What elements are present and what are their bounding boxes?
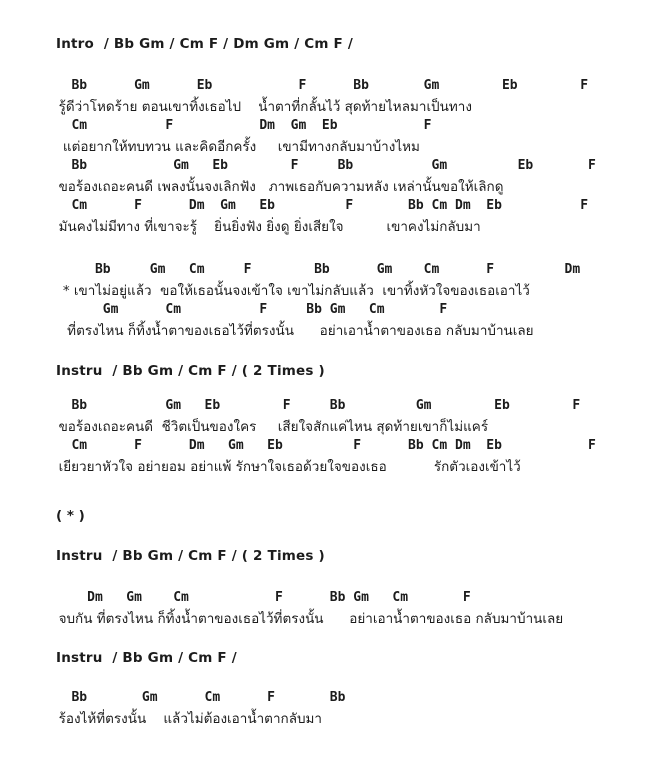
section-chorus bbox=[0, 262, 670, 342]
chord-row: Gm Cm F Bb Gm Cm F bbox=[48, 302, 448, 317]
section-header-instru-1: Instru / Bb Gm / Cm F / ( 2 Times ) bbox=[56, 363, 325, 379]
section-repeat-chorus bbox=[0, 508, 670, 524]
chord-row: Cm F Dm Gm Eb F bbox=[48, 118, 432, 133]
section-header-intro: Intro / Bb Gm / Cm F / Dm Gm / Cm F / bbox=[56, 36, 353, 52]
chord-lyric-line bbox=[0, 158, 670, 198]
lyric-row: มันคงไม่มีทาง ที่เขาจะรู้ ยิ่นยิ่งฟัง ยิ่งดู ยิ่งเสียใจ เขาคงไม่กลับมา bbox=[50, 219, 481, 235]
chord-row: Cm F Dm Gm Eb F Bb Cm Dm Eb F bbox=[48, 198, 589, 213]
section-intro bbox=[0, 36, 670, 52]
section-instru-2 bbox=[0, 548, 670, 564]
chord-lyric-line bbox=[0, 690, 670, 730]
section-verse-1 bbox=[0, 78, 670, 238]
lyric-row: จบกัน ที่ตรงไหน ก็ทิ้งน้ำตาของเธอไว้ที่ตรงนั้น อย่าเอาน้ำตาของเธอ กลับมาบ้านเลย bbox=[50, 611, 564, 627]
section-verse-2 bbox=[0, 398, 670, 478]
section-header-instru-2: Instru / Bb Gm / Cm F / ( 2 Times ) bbox=[56, 548, 325, 564]
repeat-marker-repeat-chorus: ( * ) bbox=[56, 508, 85, 524]
chord-lyric-line bbox=[0, 198, 670, 238]
chord-row: Bb Gm Eb F Bb Gm Eb F bbox=[48, 158, 596, 173]
chord-lyric-line bbox=[0, 78, 670, 118]
lyric-row: ขอร้องเถอะคนดี ชีวิตเป็นของใคร เสียใจสักแค่ไหน สุดท้ายเขาก็ไม่แคร์ bbox=[50, 419, 489, 435]
lyric-row: รู้ดีว่าโหดร้าย ตอนเขาทิ้งเธอไป น้ำตาที่กลั้นไว้ สุดท้ายไหลมาเป็นทาง bbox=[50, 99, 472, 115]
section-outro-chorus bbox=[0, 590, 670, 630]
chord-row: Dm Gm Cm F Bb Gm Cm F bbox=[48, 590, 471, 605]
lyric-row: ร้องไห้ที่ตรงนั้น แล้วไม่ต้องเอาน้ำตากลับมา bbox=[50, 711, 323, 727]
section-header-instru-3: Instru / Bb Gm / Cm F / bbox=[56, 650, 237, 666]
chord-lyric-line bbox=[0, 398, 670, 438]
chord-lyric-line bbox=[0, 118, 670, 158]
section-outro bbox=[0, 690, 670, 730]
chord-row: Bb Gm Cm F Bb Gm Cm F Dm bbox=[48, 262, 581, 277]
section-instru-3 bbox=[0, 650, 670, 666]
chord-row: Bb Gm Eb F Bb Gm Eb F bbox=[48, 78, 589, 93]
lyric-row: ขอร้องเถอะคนดี เพลงนั้นจงเลิกฟัง ภาพเธอกับความหลัง เหล่านั้นขอให้เลิกดู bbox=[50, 179, 504, 195]
chord-lyric-line bbox=[0, 590, 670, 630]
chord-lyric-line bbox=[0, 262, 670, 302]
chord-row: Bb Gm Cm F Bb bbox=[48, 690, 346, 705]
lyric-row: เยียวยาหัวใจ อย่ายอม อย่าแพ้ รักษาใจเธอด้วยใจของเธอ รักตัวเองเข้าไว้ bbox=[50, 459, 521, 475]
lyric-row: แต่อยากให้ทบทวน และคิดอีกครั้ง เขามีทางกลับมาบ้างไหม bbox=[50, 139, 420, 155]
chord-lyric-line bbox=[0, 302, 670, 342]
chord-row: Bb Gm Eb F Bb Gm Eb F bbox=[48, 398, 581, 413]
lyric-row: ที่ตรงไหน ก็ทิ้งน้ำตาของเธอไว้ที่ตรงนั้น อย่าเอาน้ำตาของเธอ กลับมาบ้านเลย bbox=[50, 323, 534, 339]
chord-row: Cm F Dm Gm Eb F Bb Cm Dm Eb F bbox=[48, 438, 596, 453]
chord-lyric-line bbox=[0, 438, 670, 478]
section-instru-1 bbox=[0, 363, 670, 379]
lyric-row: * เขาไม่อยู่แล้ว ขอให้เธอนั้นจงเข้าใจ เขาไม่กลับแล้ว เขาทิ้งหัวใจของเธอเอาไว้ bbox=[50, 283, 530, 299]
